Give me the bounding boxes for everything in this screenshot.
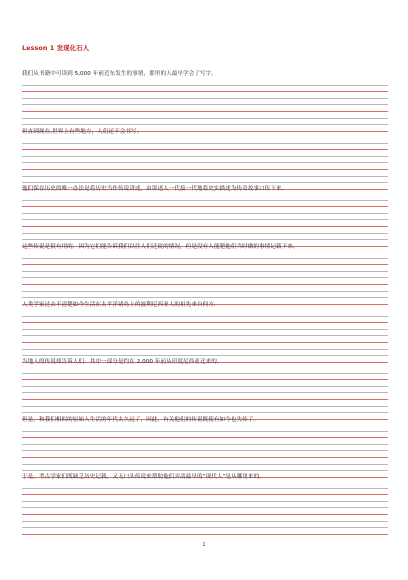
writing-line [22,252,388,259]
sentence-block-8 [22,474,388,535]
sentence-block-3 [22,186,388,247]
writing-line [22,425,388,432]
writing-line [22,380,388,387]
writing-line [22,522,388,529]
writing-line [22,515,388,522]
writing-lines [22,252,388,305]
sentence-block-2 [22,129,388,190]
writing-line [22,137,388,144]
sentence-4: 这些传说是很有用的，因为它们能告诉我们以往人们迁徙的情况，但是没有人能肥他们当时做的事情记载下来。 [22,244,299,250]
sentence-3: 他们保存历史的唯一办法是将历史当作传说讲述，由讲述人一代接一代地将史实描述为传奇故事口传下来。 [22,186,288,192]
writing-lines [22,194,388,247]
sentence-7: 但是，和我们相似的原始人生活的年代太久远了，因此，有关他们的传说既使有如今也失传了。 [22,417,260,423]
writing-line [22,367,388,374]
writing-line [22,150,388,157]
writing-line [22,495,388,502]
writing-line [22,265,388,272]
writing-line [22,528,388,535]
writing-line [22,374,388,381]
page-number: 1 [202,542,206,548]
writing-line [22,99,388,106]
writing-line [22,220,388,227]
writing-line [22,112,388,119]
writing-line [22,194,388,201]
sentence-6: 当地人的传说却告诉人们：其中一部分是约在 2,000 年前从印度尼西亚迁来的。 [22,359,223,365]
writing-line [22,292,388,299]
writing-line [22,79,388,86]
writing-line [22,393,388,400]
writing-line [22,400,388,407]
writing-line [22,285,388,292]
writing-line [22,157,388,164]
writing-lines [22,425,388,478]
writing-line [22,259,388,266]
writing-line [22,272,388,279]
writing-line [22,343,388,350]
writing-line [22,170,388,177]
sentence-block-5 [22,302,388,363]
writing-line [22,310,388,317]
writing-lines [22,367,388,420]
sentence-block-7 [22,417,388,478]
writing-line [22,234,388,241]
writing-line [22,163,388,170]
sentence-block-4 [22,244,388,305]
sentence-block-6 [22,359,388,420]
writing-line [22,451,388,458]
writing-line [22,465,388,472]
writing-line [22,92,388,99]
writing-line [22,323,388,330]
writing-line [22,438,388,445]
writing-lines [22,137,388,190]
writing-line [22,482,388,489]
writing-line [22,119,388,126]
writing-line [22,432,388,439]
sentence-block-1 [22,71,388,132]
writing-line [22,387,388,394]
writing-line [22,407,388,414]
writing-line [22,508,388,515]
writing-line [22,336,388,343]
writing-line [22,201,388,208]
writing-lines [22,482,388,535]
lesson-title: Lesson 1 发现化石人 [22,44,90,52]
writing-line [22,207,388,214]
writing-lines [22,79,388,132]
writing-line [22,144,388,151]
writing-line [22,502,388,509]
writing-line [22,278,388,285]
writing-line [22,350,388,357]
sentence-8: 于是，考古学家们既缺乏历史记载，又无口头传说来帮助他们弄清最早的“现代人”是从哪里来的。 [22,474,265,480]
writing-line [22,105,388,112]
writing-line [22,177,388,184]
writing-line [22,330,388,337]
writing-line [22,227,388,234]
writing-line [22,86,388,93]
writing-line [22,445,388,452]
sentence-5: 人类学家过去不清楚如今生活在太平洋诸岛上的波利尼西亚人的祖先来自何方. [22,302,216,308]
writing-line [22,317,388,324]
writing-line [22,458,388,465]
writing-line [22,214,388,221]
writing-line [22,489,388,496]
writing-lines [22,310,388,363]
sentence-2: 但直到现在,世界上有些地方，人们还不会书写。 [22,129,143,135]
sentence-1: 我们从书籍中可读到 5,000 年前近东发生的事情，那里的人最早学会了写字。 [22,71,217,77]
